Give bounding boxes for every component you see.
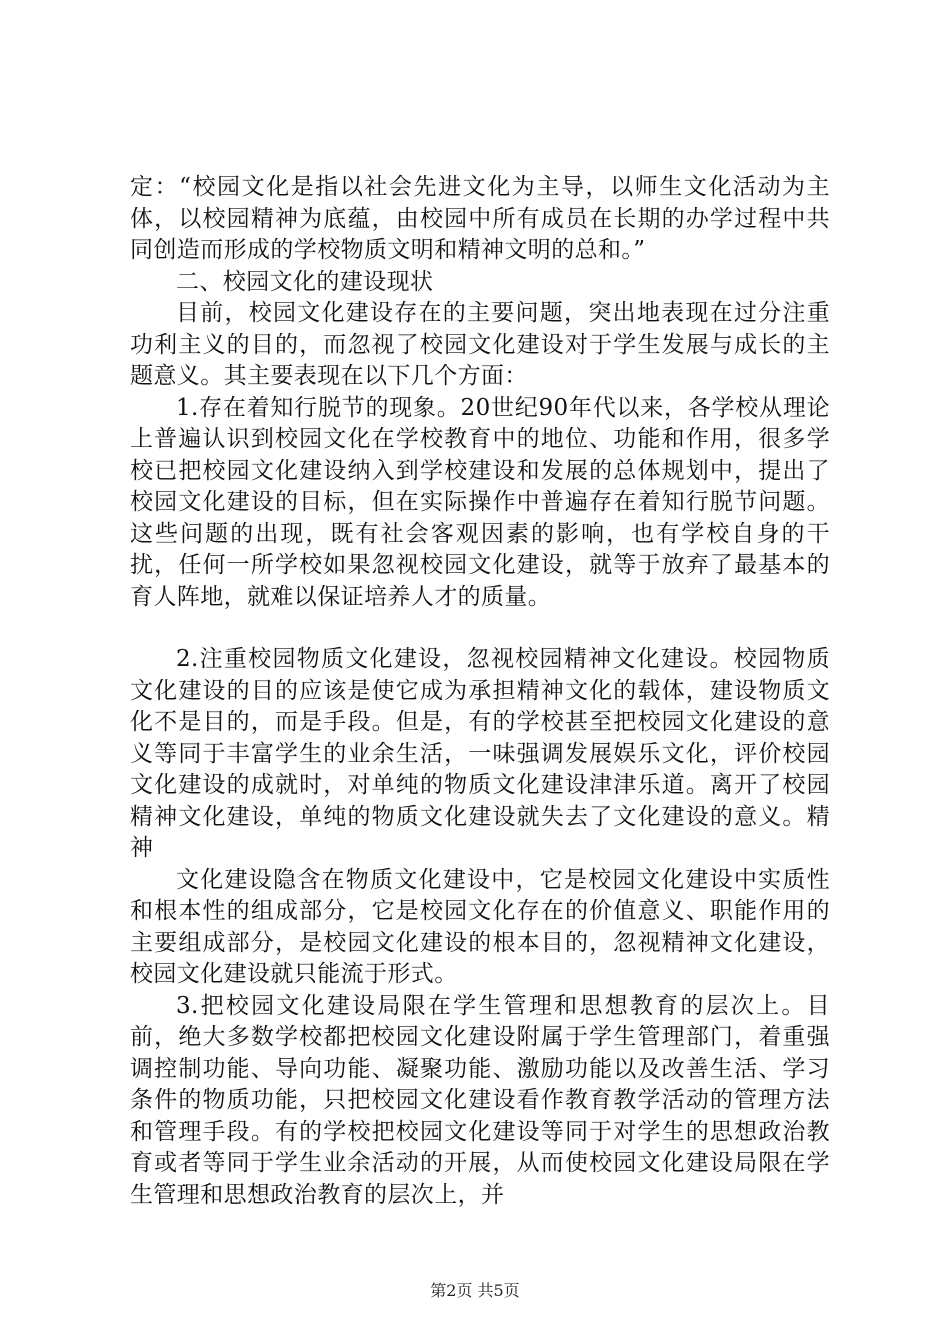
paragraph-main-problems: 目前，校园文化建设存在的主要问题，突出地表现在过分注重功利主义的目的，而忽视了校园文化建设对于学生发展与成长的主题意义。其主要表现在以下几个方面： [130,300,830,389]
paragraph-definition-continued: 定：“校园文化是指以社会先进文化为主导，以师生文化活动为主体，以校园精神为底蕴，由校园中所有成员在长期的办学过程中共同创造而形成的学校物质文明和精神文明的总和。” [130,174,830,263]
document-body [130,172,830,1211]
section-heading-construction-status: 二、校园文化的建设现状 [176,268,434,295]
paragraph-point-1: 1.存在着知行脱节的现象。20世纪90年代以来，各学校从理论上普遍认识到校园文化在学校教育中的地位、功能和作用，很多学校已把校园文化建设纳入到学校建设和发展的总体规划中，提出了校园文化建设的目标，但在实际操作中普遍存在着知行脱节问题。这些问题的出现，既有社会客观因素的影响，也有学校自身的干扰，任何一所学校如果忽视校园文化建设，就等于放弃了最基本的育人阵地，就难以保证培养人才的质量。 [130,394,830,610]
page-footer: 第2页 共5页 [430,1281,520,1300]
paragraph-point-2: 2.注重校园物质文化建设，忽视校园精神文化建设。校园物质文化建设的目的应该是使它成为承担精神文化的载体，建设物质文化不是目的，而是手段。但是，有的学校甚至把校园文化建设的意义等同于丰富学生的业余生活，一味强调发展娱乐文化，评价校园文化建设的成就时，对单纯的物质文化建设津津乐道。离开了校园精神文化建设，单纯的物质文化建设就失去了文化建设的意义。精神 [130,646,830,861]
paragraph-point-2-continued: 文化建设隐含在物质文化建设中，它是校园文化建设中实质性和根本性的组成部分，它是校园文化存在的价值意义、职能作用的主要组成部分，是校园文化建设的根本目的，忽视精神文化建设，校园文化建设就只能流于形式。 [130,866,830,987]
paragraph-point-3: 3.把校园文化建设局限在学生管理和思想教育的层次上。目前，绝大多数学校都把校园文化建设附属于学生管理部门，着重强调控制功能、导向功能、凝聚功能、激励功能以及改善生活、学习条件的物质功能，只把校园文化建设看作教育教学活动的管理方法和管理手段。有的学校把校园文化建设等同于对学生的思想政治教育或者等同于学生业余活动的开展，从而使校园文化建设局限在学生管理和思想政治教育的层次上，并 [130,992,830,1208]
